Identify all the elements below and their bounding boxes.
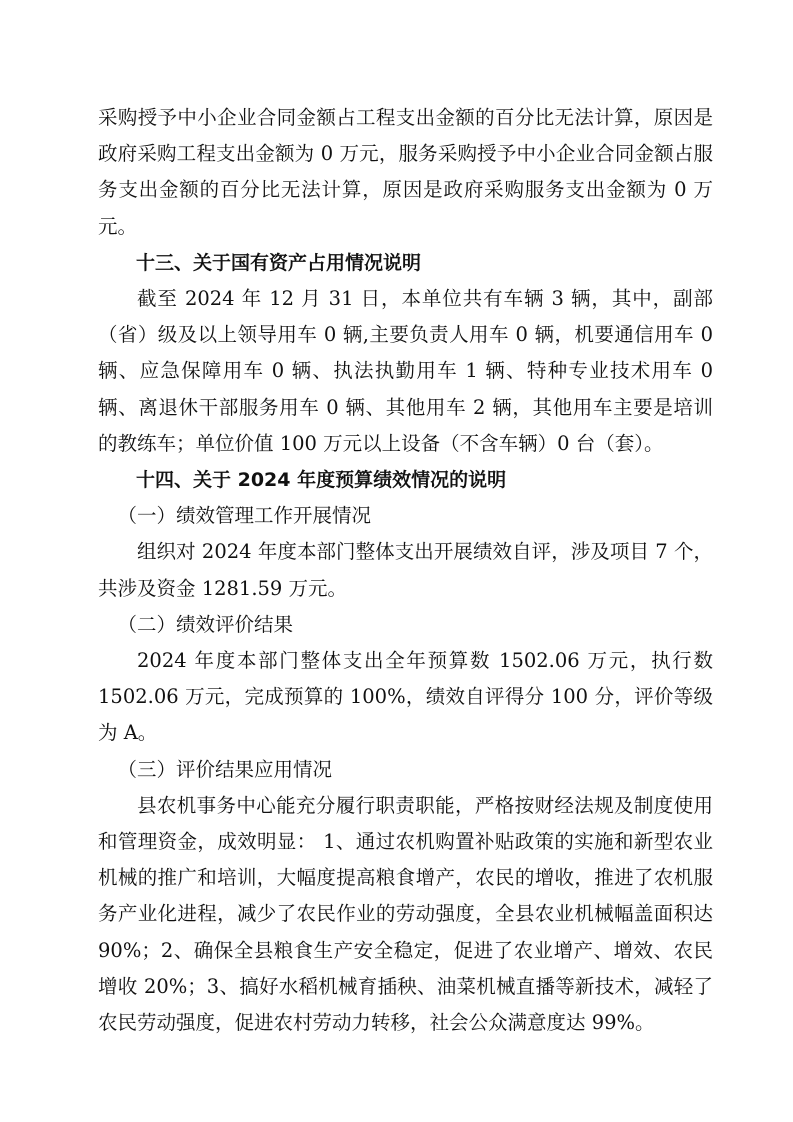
section-13-body: 截至 2024 年 12 月 31 日，本单位共有车辆 3 辆，其中，副部（省）级及以上领导用车 0 辆,主要负责人用车 0 辆，机要通信用车 0 辆、应急保障用车 0 辆、执法执勤用车 1 辆、特种专业技术用车 0 辆、离退休干部服务用车 0 辆、其他用车 2 辆，其他用车主要是培训的教练车；单位价值 100 万元以上设备（不含车辆）0 台（套）。 bbox=[98, 287, 713, 455]
subsection-1-body: 组织对 2024 年度本部门整体支出开展绩效自评，涉及项目 7 个，共涉及资金 1281.59 万元。 bbox=[98, 540, 713, 600]
procurement-paragraph: 采购授予中小企业合同金额占工程支出金额的百分比无法计算，原因是政府采购工程支出金额为 0 万元，服务采购授予中小企业合同金额占服务支出金额的百分比无法计算，原因是政府采购服务支出金额为 0 万元。 bbox=[98, 106, 713, 238]
document-body bbox=[98, 100, 713, 1041]
subsection-1-heading: （一）绩效管理工作开展情况 bbox=[117, 504, 372, 528]
subsection-2-body: 2024 年度本部门整体支出全年预算数 1502.06 万元，执行数 1502.06 万元，完成预算的 100%，绩效自评得分 100 分，评价等级为 A。 bbox=[98, 649, 713, 745]
section-13-heading: 十三、关于国有资产占用情况说明 bbox=[136, 251, 422, 274]
subsection-2-heading: （二）绩效评价结果 bbox=[117, 612, 294, 636]
subsection-3-body: 县农机事务中心能充分履行职责职能，严格按财经法规及制度使用和管理资金，成效明显： 1、通过农机购置补贴政策的实施和新型农业机械的推广和培训，大幅度提高粮食增产，农民的增收，推进了农机服务产业化进程，减少了农民作业的劳动强度，全县农业机械幅盖面积达 90%；2、确保全县粮食生产安全稳定，促进了农业增产、增效、农民增收 20%；3、搞好水稻机械育插秧、油菜机械直播等新技术，减轻了农民劳动强度，促进农村劳动力转移，社会公众满意度达 99%。 bbox=[98, 793, 713, 1035]
subsection-3-heading: （三）评价结果应用情况 bbox=[117, 757, 333, 781]
section-14-heading: 十四、关于 2024 年度预算绩效情况的说明 bbox=[136, 469, 507, 492]
